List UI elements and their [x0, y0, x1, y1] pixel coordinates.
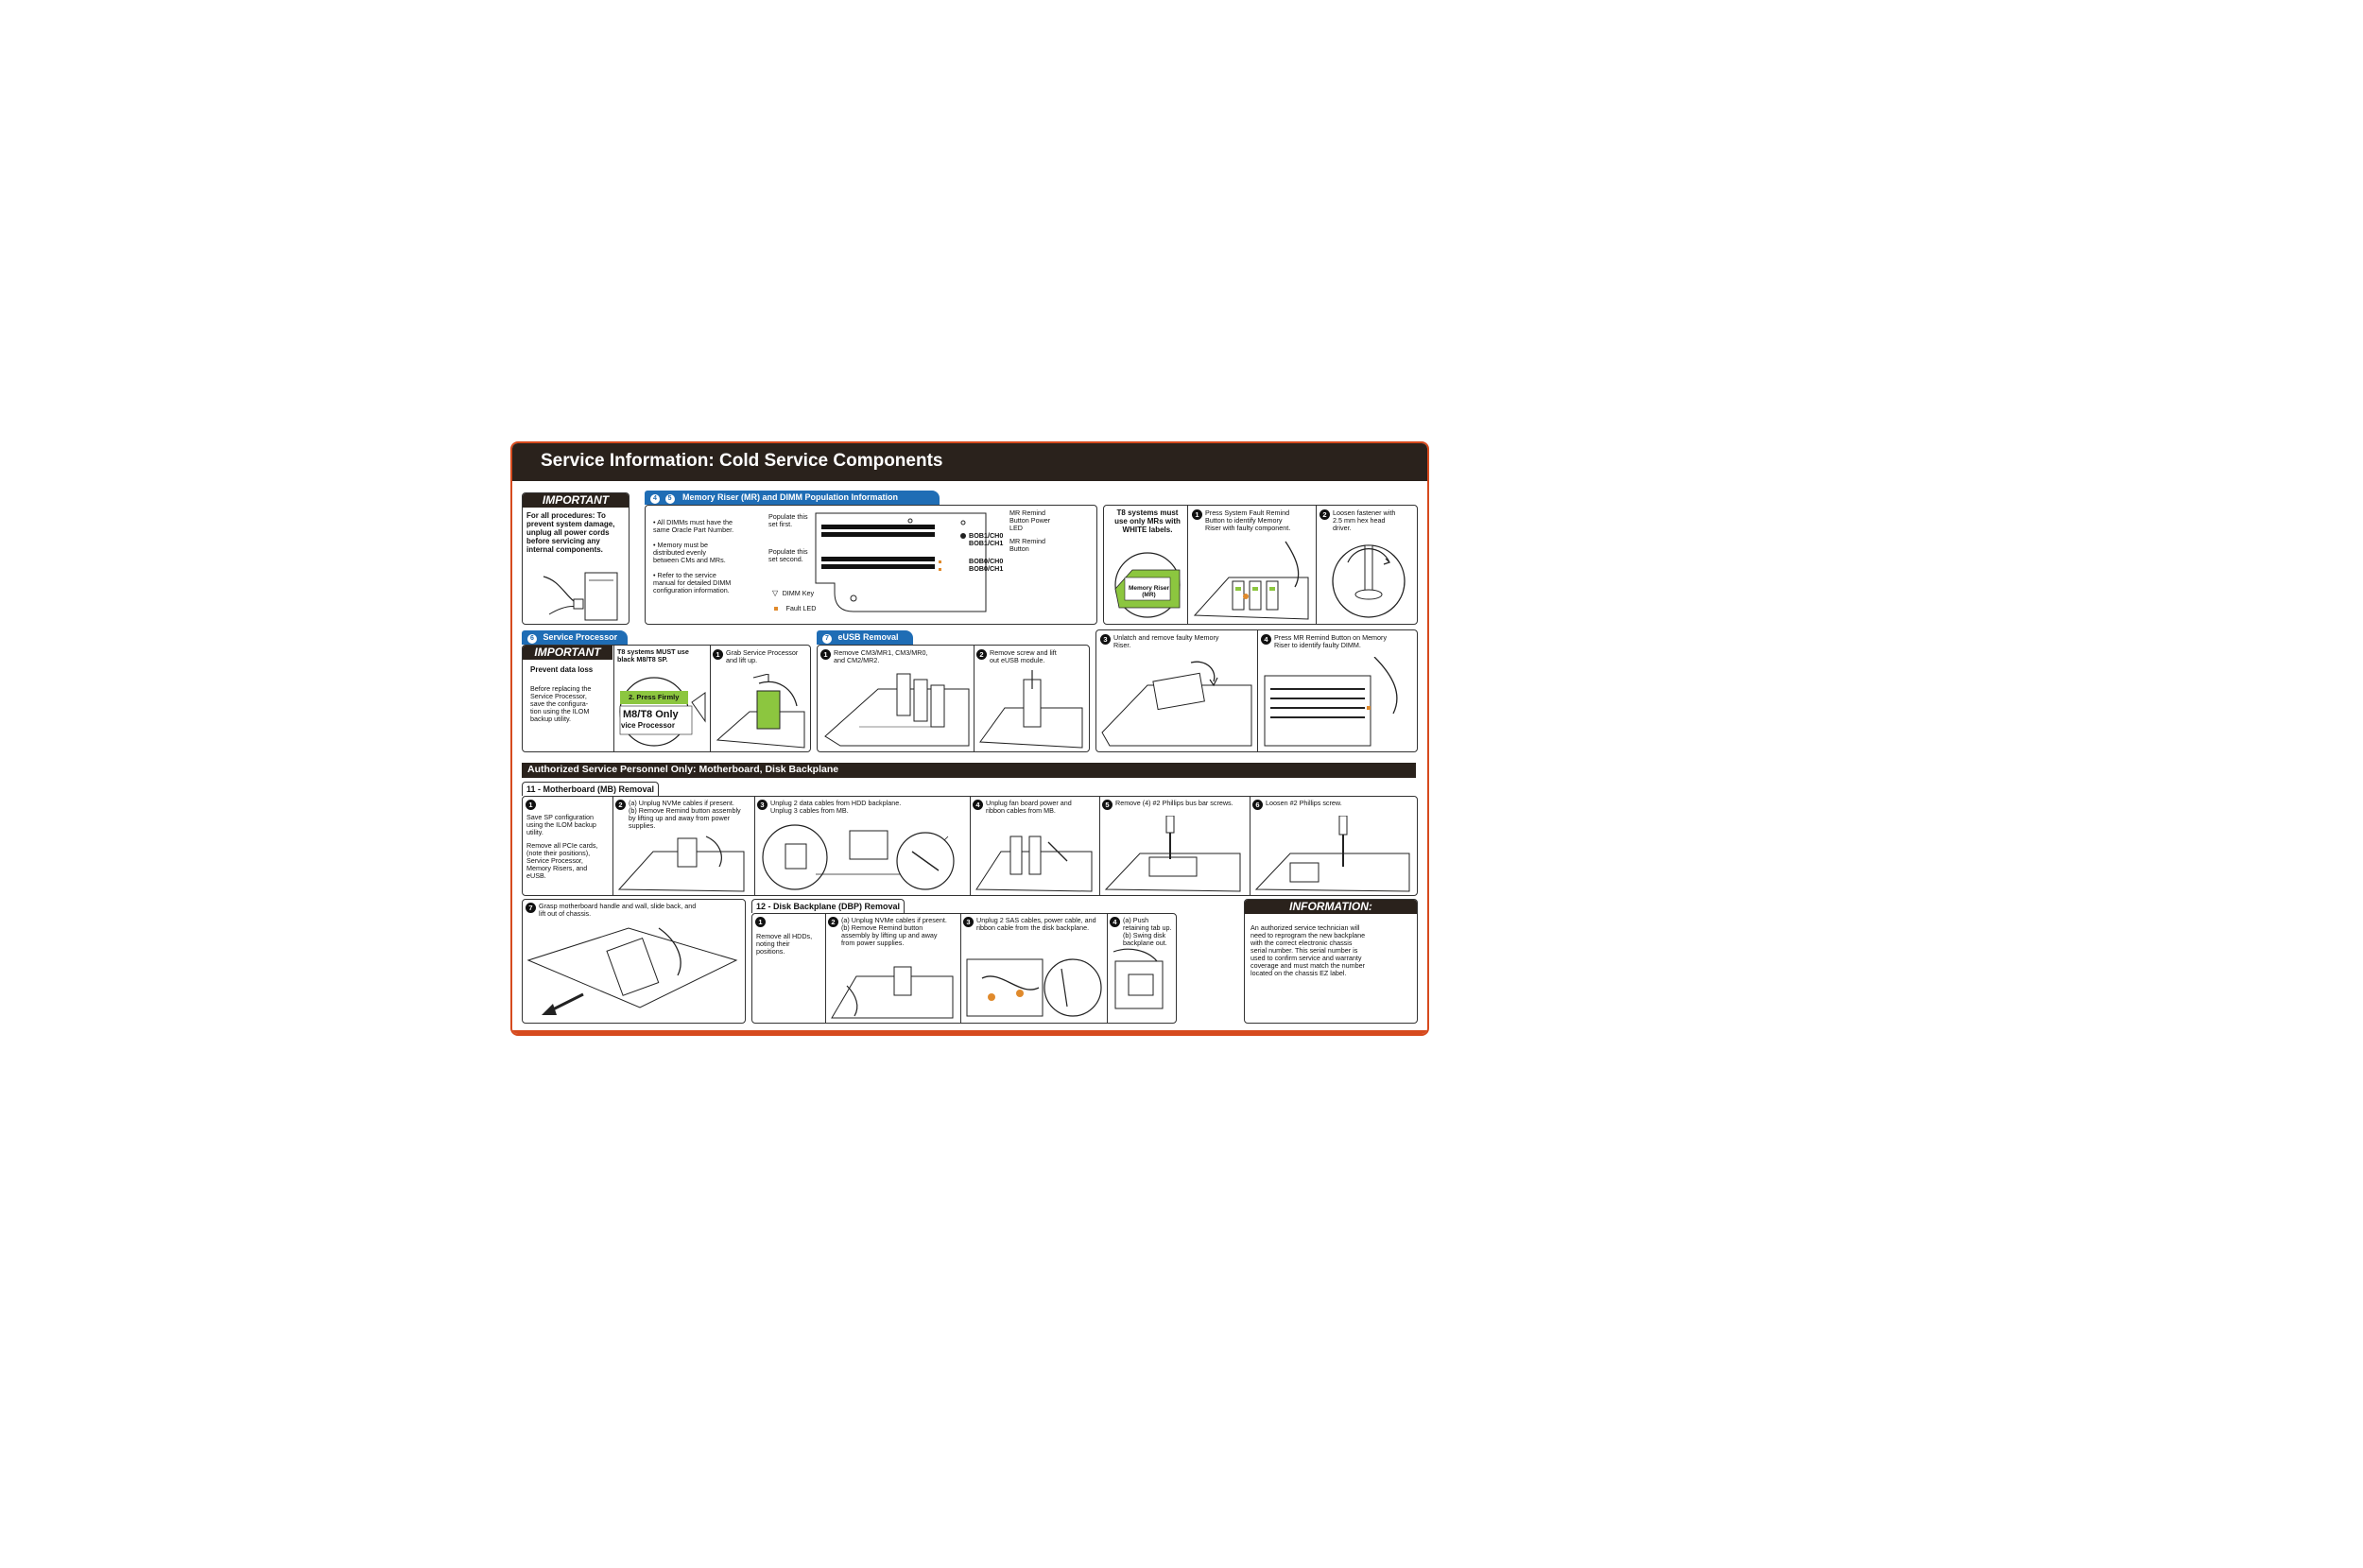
- tab-service-processor-label: Service Processor: [543, 632, 618, 642]
- disk-backplane-panel: [751, 913, 1177, 1024]
- tab-number-6: 6: [527, 634, 537, 644]
- important-panel: [522, 492, 630, 625]
- information-heading: INFORMATION:: [1245, 900, 1417, 914]
- mr-step1-number: 1: [1192, 509, 1202, 520]
- eusb-panel: [817, 645, 1090, 752]
- mb-step6-number: 6: [1252, 800, 1263, 810]
- press-firmly-label: 2. Press Firmly: [629, 693, 680, 701]
- motherboard-panel: [522, 796, 1418, 896]
- tab-number-7: 7: [822, 634, 832, 644]
- sp-step1-text: Grab Service Processor and lift up.: [726, 648, 799, 665]
- grab-sp-illustration: [712, 674, 808, 750]
- eusb-step1-number: 1: [820, 649, 831, 660]
- data-cables-illustration: [759, 818, 967, 893]
- divider-mb-3: [970, 797, 971, 895]
- bob0-labels: BOB0/CH0 BOB0/CH1: [969, 557, 1004, 574]
- mb-step7-text: Grasp motherboard handle and wall, slide back, and lift out of chassis.: [539, 902, 697, 919]
- tab-eusb-label: eUSB Removal: [837, 632, 899, 642]
- mr-step3-number: 3: [1100, 634, 1111, 645]
- memory-riser-panel: [645, 505, 1097, 625]
- divider-mb-1: [612, 797, 613, 895]
- mb-step4-text: Unplug fan board power and ribbon cables from MB.: [986, 799, 1072, 816]
- mr-step2-number: 2: [1319, 509, 1330, 520]
- mr-step2-text: Loosen fastener with 2.5 mm hex head driver.: [1333, 508, 1396, 533]
- eusb-chassis-illustration: [821, 670, 973, 750]
- dimm-key-icon: ▽: [772, 589, 779, 597]
- mb-step1-text-b: Remove all PCIe cards, (note their positions), Service Processor, Memory Risers, and eUSB.: [526, 841, 598, 881]
- mr-step3-text: Unlatch and remove faulty Memory Riser.: [1113, 633, 1219, 650]
- memory-riser-mr-label: Memory Riser (MR): [1129, 585, 1169, 599]
- information-panel: [1244, 899, 1418, 1024]
- divider-sp-2: [710, 646, 711, 751]
- page-title: Service Information: Cold Service Components: [541, 451, 943, 471]
- t8-mr-note: T8 systems must use only MRs with WHITE labels.: [1114, 508, 1181, 534]
- prevent-data-loss: Prevent data loss: [530, 665, 594, 674]
- header-bar: [512, 443, 1427, 481]
- dimm-key-label: DIMM Key: [782, 589, 815, 597]
- mr-removal-steps-panel: [1103, 505, 1418, 625]
- swing-backplane-illustration: [1110, 942, 1174, 1020]
- sp-step1-number: 1: [713, 649, 723, 660]
- authorized-bar: [522, 763, 1416, 778]
- sp-important-text: Before replacing the Service Processor, save the configura- tion using the ILOM backup utility.: [530, 684, 592, 724]
- divider-mb-4: [1099, 797, 1100, 895]
- populate-first-label: Populate this set first.: [768, 512, 808, 529]
- dbp-step4-text: (a) Push retaining tab up. (b) Swing disk backplane out.: [1123, 916, 1172, 948]
- dimm-bullet-1: • All DIMMs must have the same Oracle Part Number.: [653, 518, 734, 535]
- mr-step4-text: Press MR Remind Button on Memory Riser to identify faulty DIMM.: [1274, 633, 1388, 650]
- unlatch-mr-illustration: [1100, 657, 1255, 748]
- dbp-step3-number: 3: [963, 917, 974, 927]
- mb-step1-number: 1: [526, 800, 536, 810]
- divider-sp: [613, 646, 614, 751]
- tab-memory-riser-label: Memory Riser (MR) and DIMM Population Information: [682, 492, 899, 502]
- bob1-labels: BOB1/CH0 BOB1/CH1: [969, 531, 1004, 548]
- remind-button-illustration: [615, 833, 748, 893]
- service-processor-panel: [522, 645, 811, 752]
- identify-dimm-illustration: [1261, 657, 1412, 748]
- mr-step4-number: 4: [1261, 634, 1271, 645]
- eusb-step1-text: Remove CM3/MR1, CM3/MR0, and CM2/MR2.: [834, 648, 928, 665]
- mr-step1-text: Press System Fault Remind Button to identify Memory Riser with faulty component.: [1205, 508, 1291, 533]
- divider-mr-2: [1316, 506, 1317, 624]
- phillips-screw-illustration: [1252, 816, 1413, 893]
- vice-processor-label: vice Processor: [621, 721, 675, 730]
- mb-step6-text: Loosen #2 Phillips screw.: [1266, 799, 1342, 807]
- tab-disk-backplane: 12 - Disk Backplane (DBP) Removal: [751, 899, 905, 913]
- mb-step3-text: Unplug 2 data cables from HDD backplane. Unplug 3 cables from MB.: [770, 799, 902, 816]
- service-card: [510, 441, 1429, 1036]
- important-text: For all procedures: To prevent system damage, unplug all power cords before servicing any internal components.: [526, 511, 615, 554]
- eusb-step2-text: Remove screw and lift out eUSB module.: [990, 648, 1057, 665]
- sp-important-heading: IMPORTANT: [523, 646, 612, 660]
- dbp-step2-text: (a) Unplug NVMe cables if present. (b) Remove Remind button assembly by lifting up and away from power supplies.: [841, 916, 947, 948]
- bus-bar-screws-illustration: [1102, 816, 1244, 893]
- mb-step1-text-a: Save SP configuration using the ILOM backup utility.: [526, 813, 596, 837]
- tab-eusb: [817, 630, 913, 645]
- tab-memory-riser: [645, 491, 940, 505]
- tab-motherboard: 11 - Motherboard (MB) Removal: [522, 782, 659, 796]
- dbp-step3-text: Unplug 2 SAS cables, power cable, and ribbon cable from the disk backplane.: [976, 916, 1096, 933]
- mr-remind-led-label: MR Remind Button Power LED: [1009, 508, 1051, 533]
- divider-dbp-1: [825, 914, 826, 1023]
- information-text: An authorized service technician will need to reprogram the new backplane with the correct electronic chassis serial number. This serial number is used to confirm service and warranty coverage and must match the number located on the chassis EZ label.: [1250, 923, 1366, 978]
- populate-second-label: Populate this set second.: [768, 547, 808, 564]
- mb-step3-number: 3: [757, 800, 768, 810]
- sas-cables-illustration: [963, 940, 1105, 1020]
- dbp-step1-number: 1: [755, 917, 766, 927]
- dbp-remind-illustration: [828, 957, 957, 1020]
- footer-accent: [512, 1030, 1427, 1034]
- mr-remind-button-label: MR Remind Button: [1009, 537, 1045, 554]
- authorized-bar-label: Authorized Service Personnel Only: Motherboard, Disk Backplane: [527, 764, 839, 775]
- mr-steps-3-4-panel: [1095, 629, 1418, 752]
- eusb-step2-number: 2: [976, 649, 987, 660]
- tab-service-processor: [522, 630, 628, 645]
- mb-step2-number: 2: [615, 800, 626, 810]
- mb-step2-text: (a) Unplug NVMe cables if present. (b) Remove Remind button assembly by lifting up and away from power supplies.: [629, 799, 741, 831]
- divider-mb-2: [754, 797, 755, 895]
- slide-motherboard-illustration: [526, 922, 740, 1021]
- m8-t8-only-label: M8/T8 Only: [623, 709, 679, 720]
- mb-step7-number: 7: [526, 903, 536, 913]
- divider-mr: [1187, 506, 1188, 624]
- motherboard-step7-panel: [522, 899, 746, 1024]
- divider-dbp-2: [960, 914, 961, 1023]
- fault-led-legend: [774, 598, 816, 615]
- sp-label-illustration: [616, 664, 707, 750]
- tab-number-5: 5: [665, 494, 675, 504]
- power-cord-illustration: [540, 567, 625, 622]
- fault-led-label: Fault LED: [785, 604, 817, 612]
- fault-led-icon: [774, 607, 778, 611]
- hex-driver-illustration: [1327, 538, 1412, 621]
- dbp-step2-number: 2: [828, 917, 838, 927]
- fan-board-illustration: [973, 823, 1095, 893]
- tab-number-4: 4: [650, 494, 660, 504]
- t8-sp-note: T8 systems MUST use black M8/T8 SP.: [617, 647, 689, 664]
- divider-dbp-3: [1107, 914, 1108, 1023]
- important-heading: IMPORTANT: [523, 493, 629, 508]
- dbp-step1-text: Remove all HDDs, noting their positions.: [756, 932, 813, 956]
- mb-step4-number: 4: [973, 800, 983, 810]
- fault-remind-illustration: [1191, 540, 1314, 621]
- divider-eusb: [974, 646, 975, 751]
- eusb-module-illustration: [976, 670, 1086, 750]
- mb-step5-text: Remove (4) #2 Phillips bus bar screws.: [1115, 799, 1233, 807]
- dimm-bullet-2: • Memory must be distributed evenly between CMs and MRs.: [653, 541, 726, 565]
- dbp-step4-number: 4: [1110, 917, 1120, 927]
- dimm-bullet-3: • Refer to the service manual for detailed DIMM configuration information.: [653, 571, 732, 595]
- mb-step5-number: 5: [1102, 800, 1113, 810]
- divider-mr-34: [1257, 630, 1258, 751]
